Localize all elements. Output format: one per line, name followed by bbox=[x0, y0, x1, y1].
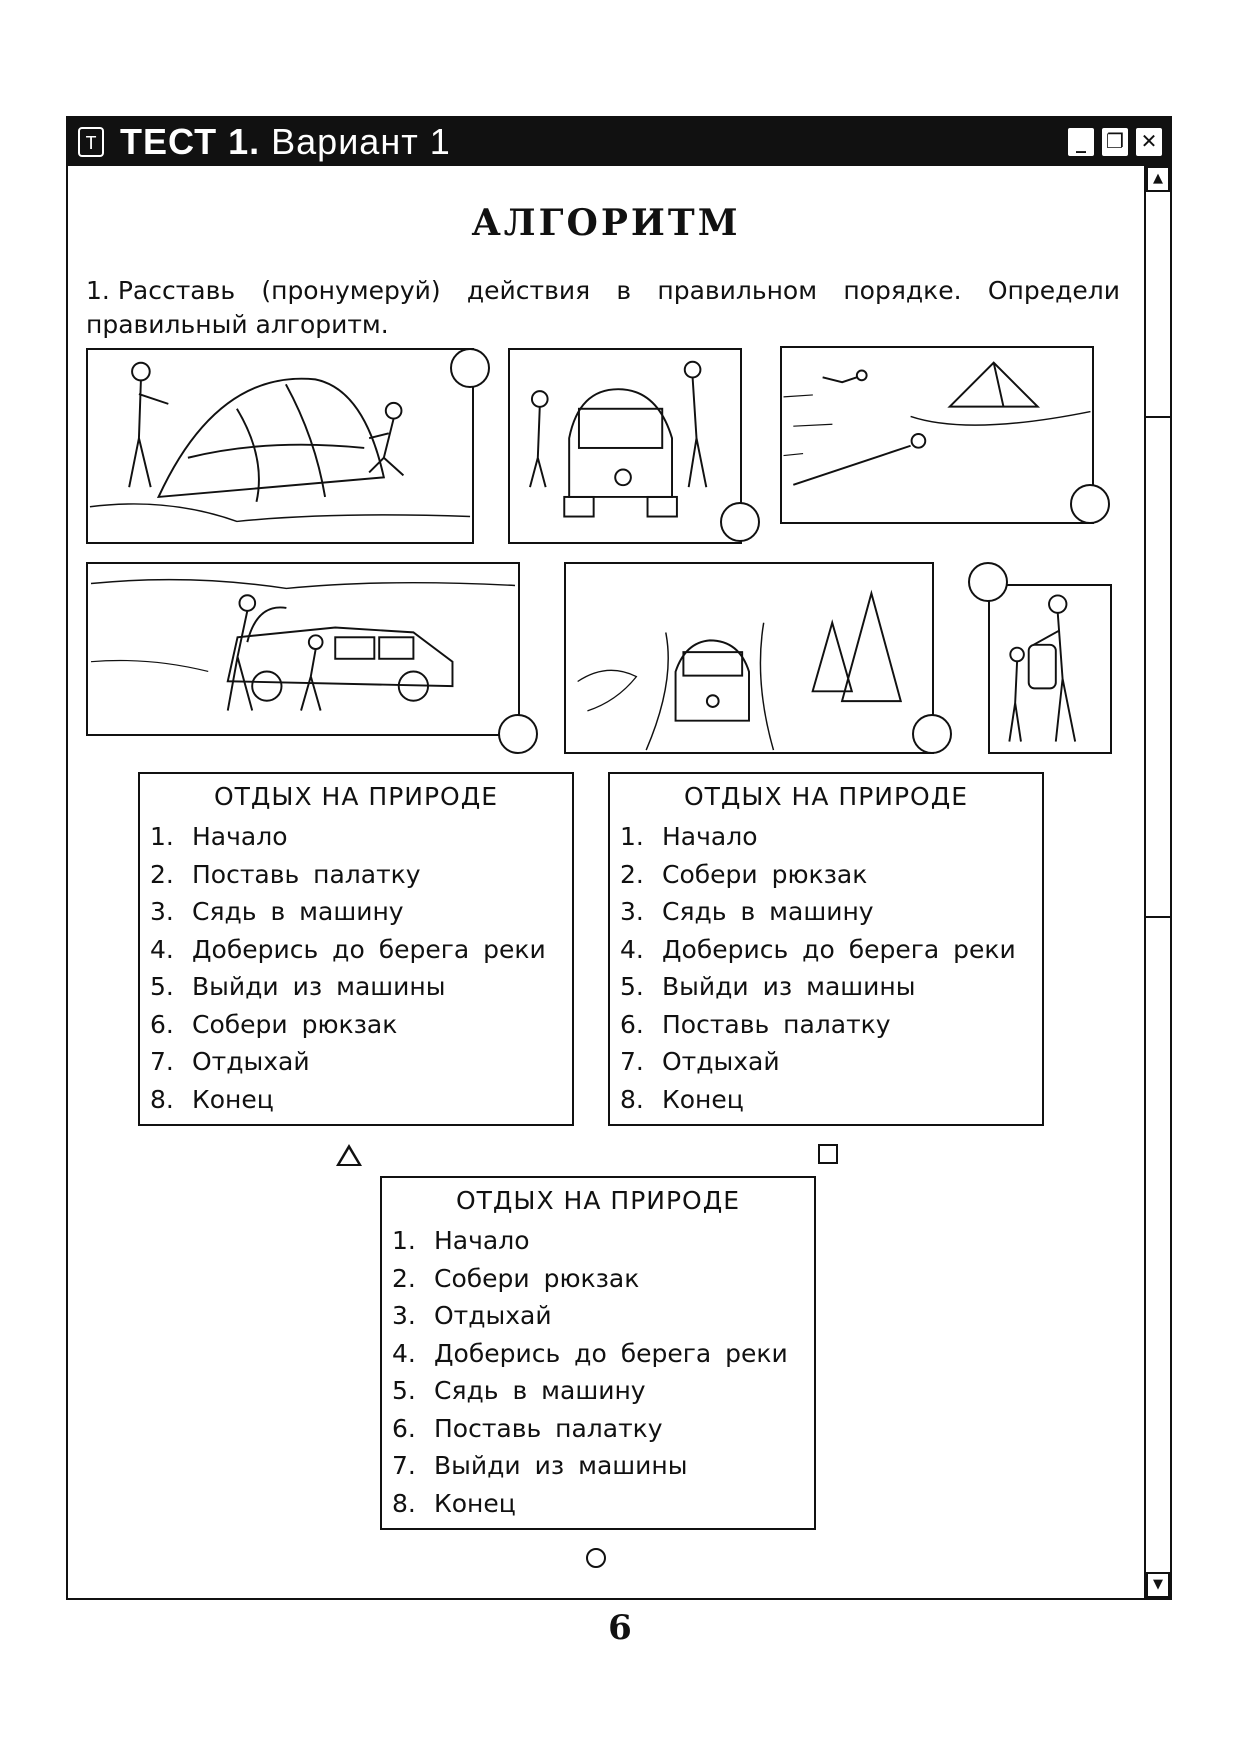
algorithm-box-square bbox=[608, 772, 1044, 1126]
task-instruction: Расставь (пронумеруй) действия в правильном порядке. Определи правильный алгоритм. bbox=[86, 276, 1120, 339]
algorithm-step: 2. Поставь палатку bbox=[150, 859, 421, 889]
arrow-down-icon: ▼ bbox=[1153, 1577, 1163, 1592]
algorithm-step: 6. Собери рюкзак bbox=[150, 1009, 398, 1039]
algorithm-step: 8. Конец bbox=[392, 1488, 516, 1518]
algorithm-step: 3. Сядь в машину bbox=[620, 897, 874, 926]
scroll-thumb-top bbox=[1146, 416, 1170, 418]
algorithm-step: 5. Сядь в машину bbox=[392, 1376, 646, 1405]
algorithm-step: 6. Поставь палатку bbox=[392, 1413, 663, 1443]
algorithm-steps bbox=[392, 1222, 804, 1522]
page-number: 6 bbox=[608, 1608, 632, 1648]
task-number: 1. bbox=[86, 276, 110, 305]
picture-pitching-tent bbox=[86, 348, 474, 544]
vertical-scrollbar[interactable] bbox=[1144, 166, 1170, 1598]
scroll-up-button[interactable] bbox=[1146, 166, 1170, 192]
algorithm-step: 7. Выйди из машины bbox=[392, 1451, 688, 1480]
algorithm-step: 4. Доберись до берега реки bbox=[620, 934, 1016, 964]
algorithm-step: 4. Доберись до берега реки bbox=[150, 934, 546, 964]
answer-circle-6[interactable] bbox=[968, 562, 1008, 602]
close-button[interactable]: ✕ bbox=[1134, 126, 1164, 158]
task-text bbox=[86, 274, 1120, 342]
scroll-thumb-bottom bbox=[1146, 916, 1170, 918]
scroll-down-button[interactable] bbox=[1146, 1572, 1170, 1598]
answer-circle-1[interactable] bbox=[450, 348, 490, 388]
algorithm-step: 2. Собери рюкзак bbox=[620, 859, 868, 889]
algorithm-steps bbox=[620, 818, 1032, 1118]
algorithm-step: 1. Начало bbox=[150, 822, 288, 851]
square-marker-icon[interactable] bbox=[818, 1144, 838, 1164]
algorithm-step: 7. Отдыхай bbox=[150, 1047, 310, 1076]
algorithm-step: 8. Конец bbox=[620, 1084, 744, 1114]
algorithm-title: ОТДЫХ НА ПРИРОДЕ bbox=[683, 782, 969, 811]
window-title bbox=[120, 121, 451, 163]
app-icon: T bbox=[78, 127, 104, 157]
algorithm-step: 3. Отдыхай bbox=[392, 1301, 552, 1330]
answer-circle-2[interactable] bbox=[720, 502, 760, 542]
restore-button[interactable]: ❐ bbox=[1100, 126, 1130, 158]
picture-loading-trunk bbox=[86, 562, 520, 736]
algorithm-box-triangle bbox=[138, 772, 574, 1126]
picture-getting-in-car bbox=[508, 348, 742, 544]
algorithm-step: 4. Доберись до берега реки bbox=[392, 1338, 788, 1368]
window-title-variant: Вариант 1 bbox=[271, 121, 451, 162]
algorithm-step: 7. Отдыхай bbox=[620, 1047, 780, 1076]
algorithm-title: ОТДЫХ НА ПРИРОДЕ bbox=[455, 1186, 741, 1215]
algorithm-box-circle bbox=[380, 1176, 816, 1530]
answer-circle-4[interactable] bbox=[498, 714, 538, 754]
title-bar bbox=[68, 118, 1170, 166]
circle-marker-icon[interactable] bbox=[586, 1548, 606, 1568]
algorithm-step: 8. Конец bbox=[150, 1084, 274, 1114]
window-title-test: ТЕСТ 1. bbox=[120, 121, 261, 162]
algorithm-step: 5. Выйди из машины bbox=[150, 972, 446, 1001]
picture-packing-backpack bbox=[988, 584, 1112, 754]
picture-driving-to-forest bbox=[564, 562, 934, 754]
algorithm-step: 2. Собери рюкзак bbox=[392, 1263, 640, 1293]
page-title: АЛГОРИТМ bbox=[471, 202, 741, 244]
algorithm-step: 1. Начало bbox=[620, 822, 758, 851]
answer-circle-3[interactable] bbox=[1070, 484, 1110, 524]
algorithm-step: 5. Выйди из машины bbox=[620, 972, 916, 1001]
minimize-button[interactable]: _ bbox=[1066, 126, 1096, 158]
arrow-up-icon: ▲ bbox=[1153, 171, 1163, 186]
answer-circle-5[interactable] bbox=[912, 714, 952, 754]
algorithm-step: 1. Начало bbox=[392, 1226, 530, 1255]
algorithm-title: ОТДЫХ НА ПРИРОДЕ bbox=[213, 782, 499, 811]
algorithm-step: 3. Сядь в машину bbox=[150, 897, 404, 926]
algorithm-steps bbox=[150, 818, 562, 1118]
triangle-marker-icon[interactable] bbox=[336, 1144, 362, 1166]
picture-resting-by-river bbox=[780, 346, 1094, 524]
window-controls bbox=[1066, 126, 1164, 158]
algorithm-step: 6. Поставь палатку bbox=[620, 1009, 891, 1039]
